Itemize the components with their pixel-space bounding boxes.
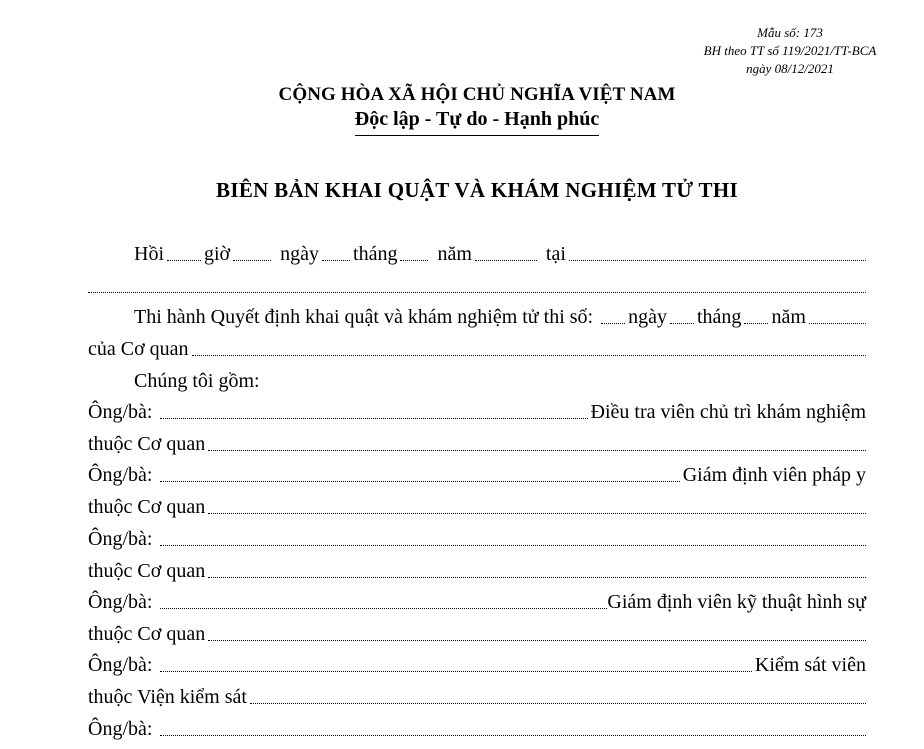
decision-month-field[interactable]	[744, 323, 768, 324]
place-field[interactable]	[569, 260, 866, 261]
national-motto: Độc lập - Tự do - Hạnh phúc	[355, 106, 599, 136]
member-2-label: Ông/bà:	[88, 464, 153, 486]
day-field[interactable]	[322, 260, 350, 261]
member-1-label: Ông/bà:	[88, 401, 153, 423]
member-2-org-line	[88, 493, 866, 521]
month-field[interactable]	[400, 260, 428, 261]
member-3-org-field[interactable]	[208, 577, 866, 578]
member-6-line	[88, 715, 866, 743]
minute-field[interactable]	[233, 260, 271, 261]
hoi-label: Hồi	[134, 243, 164, 265]
members-intro: Chúng tôi gồm:	[134, 370, 260, 392]
decision-agency-field[interactable]	[192, 355, 866, 356]
year-field[interactable]	[475, 260, 537, 261]
member-3-label: Ông/bà:	[88, 528, 153, 550]
decision-agency-label: của Cơ quan	[88, 338, 189, 360]
member-2-name-field[interactable]	[160, 481, 679, 482]
member-5-org-label: thuộc Viện kiểm sát	[88, 686, 247, 708]
form-number: Mẫu số: 173	[757, 25, 823, 40]
member-2-role: Giám định viên pháp y	[682, 464, 866, 486]
member-4-line	[88, 588, 866, 616]
member-5-role: Kiểm sát viên	[754, 654, 866, 676]
thang-label: tháng	[353, 243, 398, 265]
decision-day-field[interactable]	[670, 323, 694, 324]
nation-title: CỘNG HÒA XÃ HỘI CHỦ NGHĨA VIỆT NAM	[278, 84, 676, 105]
member-3-org-label: thuộc Cơ quan	[88, 560, 206, 582]
member-3-name-field[interactable]	[160, 545, 866, 546]
national-header	[0, 84, 924, 136]
decision-nam-label: năm	[771, 306, 806, 328]
members-intro-line	[88, 367, 866, 395]
form-issued-by: BH theo TT số 119/2021/TT-BCA	[703, 43, 877, 58]
member-5-org-line	[88, 683, 866, 711]
member-1-org-line	[88, 430, 866, 458]
tai-label: tại	[545, 243, 566, 265]
member-4-label: Ông/bà:	[88, 591, 153, 613]
member-4-name-field[interactable]	[160, 608, 607, 609]
member-2-org-label: thuộc Cơ quan	[88, 496, 206, 518]
member-5-line	[88, 651, 866, 679]
member-5-org-field[interactable]	[250, 703, 866, 704]
document-title: BIÊN BẢN KHAI QUẬT VÀ KHÁM NGHIỆM TỬ THI	[216, 178, 738, 202]
decision-agency-line	[88, 335, 866, 363]
form-code-block	[660, 24, 920, 78]
member-4-org-field[interactable]	[208, 640, 866, 641]
form-date: ngày 08/12/2021	[746, 61, 834, 76]
member-1-role: Điều tra viên chủ trì khám nghiệm	[590, 401, 866, 423]
member-4-org-line	[88, 620, 866, 648]
member-2-org-field[interactable]	[208, 513, 866, 514]
member-1-org-field[interactable]	[208, 450, 866, 451]
decision-ngay-label: ngày	[628, 306, 667, 328]
member-2-line	[88, 461, 866, 489]
decision-number-field[interactable]	[601, 323, 625, 324]
member-4-role: Giám định viên kỹ thuật hình sự	[607, 591, 866, 613]
hour-field[interactable]	[167, 260, 201, 261]
decision-line	[88, 303, 866, 331]
place-continuation-line	[88, 272, 866, 300]
member-1-org-label: thuộc Cơ quan	[88, 433, 206, 455]
member-3-org-line	[88, 557, 866, 585]
member-5-label: Ông/bà:	[88, 654, 153, 676]
gio-label: giờ	[204, 243, 231, 265]
decision-year-field[interactable]	[809, 323, 866, 324]
member-3-line	[88, 525, 866, 553]
decision-text: Thi hành Quyết định khai quật và khám nghiệm tử thi số:	[134, 306, 594, 328]
time-place-line	[88, 240, 866, 268]
place-field-continued[interactable]	[88, 292, 866, 293]
ngay-label: ngày	[280, 243, 320, 265]
member-6-label: Ông/bà:	[88, 718, 153, 740]
member-6-name-field[interactable]	[160, 735, 866, 736]
member-5-name-field[interactable]	[160, 671, 751, 672]
member-1-line	[88, 398, 866, 426]
member-4-org-label: thuộc Cơ quan	[88, 623, 206, 645]
decision-thang-label: tháng	[697, 306, 742, 328]
nam-label: năm	[437, 243, 472, 265]
member-1-name-field[interactable]	[160, 418, 587, 419]
